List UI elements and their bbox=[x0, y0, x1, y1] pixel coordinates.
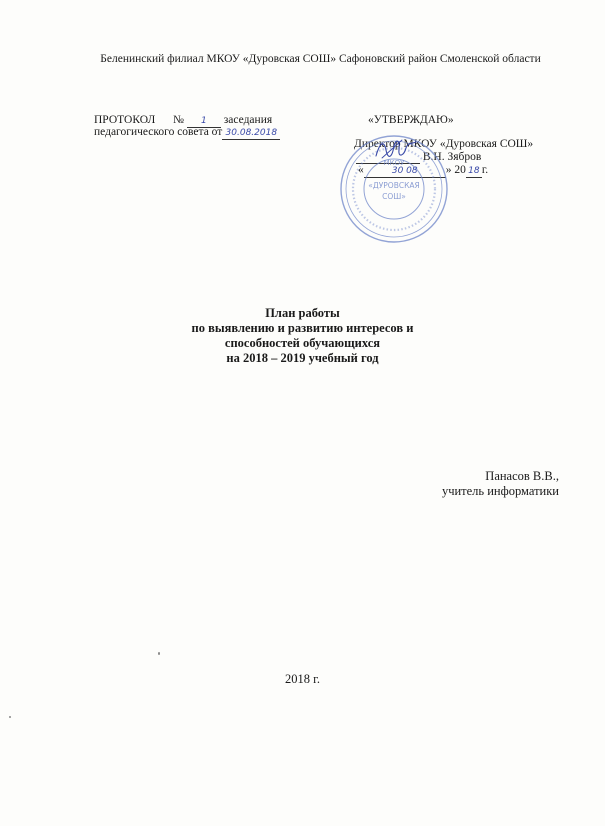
approval-year-suffix: г. bbox=[481, 164, 489, 176]
stamp-center-line-2: СОШ» bbox=[382, 192, 406, 201]
director-name: В.Н. Зябров bbox=[422, 151, 482, 163]
document-title bbox=[0, 306, 605, 366]
date-quote-close: » bbox=[445, 164, 452, 176]
author-block bbox=[442, 469, 559, 499]
title-line-3: способностей обучающихся bbox=[224, 336, 381, 350]
council-date-handwritten: 30.08.2018 bbox=[225, 128, 278, 138]
protocol-number-handwritten: 1 bbox=[200, 116, 207, 126]
protocol-label: ПРОТОКОЛ bbox=[94, 114, 156, 126]
council-line bbox=[94, 126, 280, 140]
author-name: Панасов В.В., bbox=[485, 469, 559, 483]
protocol-meeting-word: заседания bbox=[223, 114, 273, 126]
council-text: педагогического совета от bbox=[94, 126, 223, 138]
scan-speck bbox=[9, 716, 11, 718]
author-position: учитель информатики bbox=[441, 484, 559, 498]
approval-year-field bbox=[466, 165, 482, 178]
organization-header: Беленинский филиал МКОУ «Дуровская СОШ» Сафоновский район Смоленской области bbox=[100, 53, 541, 65]
title-line-4: на 2018 – 2019 учебный год bbox=[226, 351, 379, 365]
title-line-1: План работы bbox=[265, 306, 340, 320]
approval-year-prefix: 20 bbox=[454, 164, 466, 176]
protocol-number-sign: № bbox=[173, 114, 184, 126]
approval-day-month-handwritten: 30 08 bbox=[391, 166, 418, 176]
stamp-top-text: МКОУ bbox=[383, 159, 405, 167]
scan-speck bbox=[158, 652, 160, 655]
council-date-field bbox=[222, 127, 280, 140]
approve-label: «УТВЕРЖДАЮ» bbox=[368, 114, 454, 126]
date-quote-open: « bbox=[358, 164, 364, 176]
approval-year-handwritten: 18 bbox=[468, 166, 480, 176]
stamp-center-line-1: «ДУРОВСКАЯ bbox=[368, 181, 420, 190]
title-line-2: по выявлению и развитию интересов и bbox=[191, 321, 414, 335]
director-position: Директор МКОУ «Дуровская СОШ» bbox=[354, 138, 534, 150]
director-signature-icon bbox=[372, 136, 420, 162]
document-year: 2018 г. bbox=[285, 672, 320, 686]
